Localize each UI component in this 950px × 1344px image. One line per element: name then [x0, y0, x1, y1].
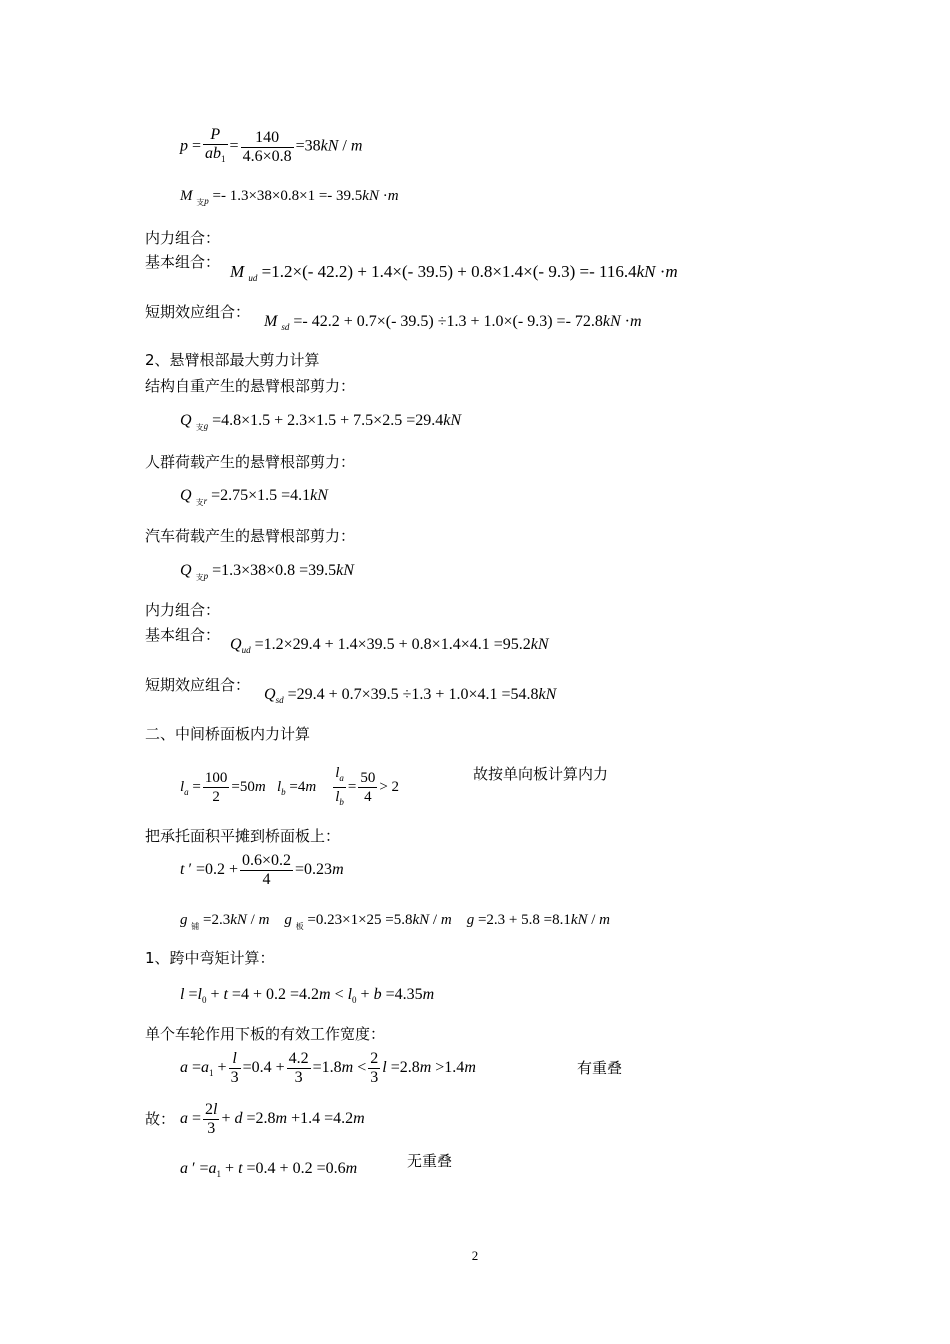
equation-m-ud: M $_{ud}$ =1.2×(- 42.2) + 1.4×(- 39.5) + 0.8×1.4×(- 9.3) =- 116.4kN ·m — [230, 262, 678, 283]
equation-a-prime: a ′ $=a_1 + t =0.4 + 0.2 =0.6m$ — [180, 1160, 358, 1179]
equation-q-zhi-r: Q $_{支r}$ =2.75×1.5 =4.1kN — [180, 487, 328, 507]
equation-g-loads: g $_铺$ =2.3kN / m g $_板$ =0.23×1×25 =5.8kN / m g =2.3 + 5.8 =8.1kN / m — [180, 912, 611, 931]
equation-a-overlap: a = $\frac{2l}{3}$ + d =2.8m +1.4 =4.2m — [180, 1101, 365, 1137]
text-no-overlap: 无重叠 — [407, 1152, 453, 1170]
equation-q-zhi-p: Q $_{支p}$ =1.3×38×0.8 =39.5kN — [180, 562, 354, 582]
label-basic-combination-1: 基本组合： — [145, 253, 221, 271]
label-short-term-combination-2: 短期效应组合： — [145, 676, 251, 694]
label-basic-combination-2: 基本组合： — [145, 626, 221, 644]
label-therefore: 故： — [145, 1110, 176, 1128]
page-number: 2 — [471, 1248, 479, 1263]
text-effective-width: 单个车轮作用下板的有效工作宽度： — [145, 1025, 386, 1043]
section-heading-midspan-moment: 1、跨中弯矩计算： — [145, 949, 275, 967]
text-crowd-load-shear: 人群荷载产生的悬臂根部剪力： — [145, 453, 356, 471]
section-heading-max-shear: 2、悬臂根部最大剪力计算 — [145, 351, 320, 369]
text-one-way-slab: 故按单向板计算内力 — [473, 765, 609, 783]
equation-q-zhi-g: Q $_{支g}$ =4.8×1.5 + 2.3×1.5 + 7.5×2.5 =29.4kN — [180, 412, 462, 432]
equation-la-lb: $l_a$ = $\frac{100}{2}$ =50m $l_b =4m$ $\frac{l_a}{l_b}$ = $\frac{50}{4}$ > 2 — [180, 765, 400, 807]
text-haunch-area: 把承托面积平摊到桥面板上： — [145, 827, 341, 845]
label-short-term-combination-1: 短期效应组合： — [145, 303, 251, 321]
equation-m-sd: M $_{sd}$ =- 42.2 + 0.7×(- 39.5) ÷1.3 + 1.0×(- 9.3) =- 72.8kN ·m — [264, 313, 642, 332]
heading-internal-force-combination-1: 内力组合： — [145, 229, 221, 247]
equation-a-width: $a =a_1$ + $\frac{l}{3}$ =0.4 + $\frac{4.2}{3}$ =1.8m < $\frac{2}{3}$ l =2.8m >1.4m — [180, 1050, 476, 1086]
equation-q-sd: $Q_{sd} =29.4 + 0.7\times 39.5 \div 1.3 + 1.0\times 4.1 =54.8kN$ — [264, 686, 557, 705]
text-vehicle-load-shear: 汽车荷载产生的悬臂根部剪力： — [145, 527, 356, 545]
section-heading-middle-deck: 二、中间桥面板内力计算 — [145, 725, 311, 743]
equation-p: p = $\frac{P}{ab_1}$ = $\frac{140}{4.6\times 0.8}$ =38kN / m — [180, 126, 363, 165]
equation-t-prime: t ′ =0.2 + $\frac{0.6\times 0.2}{4}$ =0.23m — [180, 852, 344, 888]
text-overlap: 有重叠 — [577, 1059, 623, 1077]
equation-m-zhi-p: M $_{支p}$ =- 1.3×38×0.8×1 =- 39.5kN ·m — [180, 188, 399, 207]
equation-q-ud: $Q_{ud} =1.2\times 29.4 + 1.4\times 39.5 + 0.8\times 1.4\times 4.1 =95.2kN$ — [230, 636, 549, 655]
equation-span-length: $l =l_0 + t =4 + 0.2 =4.2m < l_0 + b =4.35m$ — [180, 986, 435, 1005]
text-self-weight-shear: 结构自重产生的悬臂根部剪力： — [145, 377, 356, 395]
heading-internal-force-combination-2: 内力组合： — [145, 601, 221, 619]
